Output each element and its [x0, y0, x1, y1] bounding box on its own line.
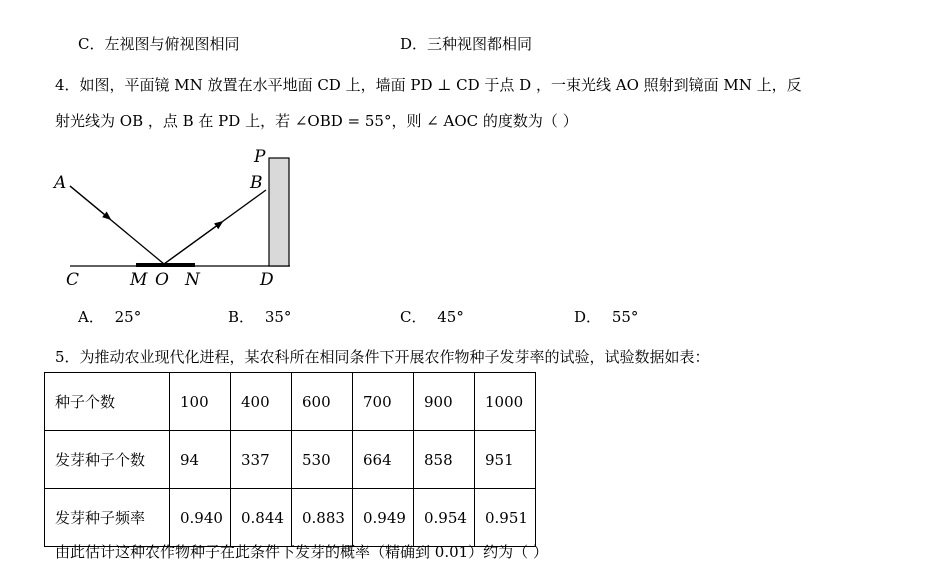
label-d: D — [260, 270, 274, 290]
label-o: O — [155, 270, 169, 290]
mirror-reflection-figure — [50, 146, 310, 296]
table-cell: 664 — [353, 431, 414, 489]
q4-option-c-letter: C． — [400, 308, 427, 326]
q4-stem-line1: 4．如图，平面镜 MN 放置在水平地面 CD 上，墙面 PD ⊥ CD 于点 D ，一束光线 AO 照射到镜面 MN 上，反 — [55, 76, 802, 94]
table-cell: 700 — [353, 373, 414, 431]
q4-option-a-value: 25° — [114, 308, 142, 326]
table-cell: 0.949 — [353, 489, 414, 547]
row-header: 发芽种子个数 — [45, 431, 170, 489]
table-row — [45, 489, 536, 547]
label-p: P — [254, 147, 266, 167]
q5-stem: 5．为推动农业现代化进程，某农科所在相同条件下开展农作物种子发芽率的试验，试验数据如表： — [55, 348, 710, 366]
table-cell: 94 — [170, 431, 231, 489]
table-cell: 530 — [292, 431, 353, 489]
table-cell: 1000 — [475, 373, 536, 431]
row-header: 种子个数 — [45, 373, 170, 431]
table-cell: 400 — [231, 373, 292, 431]
table-row — [45, 373, 536, 431]
label-m: M — [130, 270, 148, 290]
q4-option-d-value: 55° — [611, 308, 639, 326]
table-cell: 0.844 — [231, 489, 292, 547]
reflected-arrow — [164, 222, 222, 264]
option-d-prev: D．三种视图都相同 — [400, 35, 533, 53]
table-cell: 100 — [170, 373, 231, 431]
q4-option-a-letter: A． — [78, 308, 104, 326]
q4-option-d-letter: D． — [574, 308, 602, 326]
q4-stem-line2: 射光线为 OB ，点 B 在 PD 上，若 ∠OBD = 55°，则 ∠ AOC 的度数为（ ） — [55, 112, 578, 130]
table-cell: 0.954 — [414, 489, 475, 547]
table-cell: 951 — [475, 431, 536, 489]
table-cell: 0.883 — [292, 489, 353, 547]
q4-option-c[interactable] — [400, 306, 464, 327]
wall-pd — [269, 158, 289, 266]
table-cell: 337 — [231, 431, 292, 489]
row-header: 发芽种子频率 — [45, 489, 170, 547]
q4-option-b[interactable] — [228, 306, 291, 327]
incident-arrow — [70, 186, 110, 219]
q4-option-c-value: 45° — [437, 308, 464, 326]
label-a: A — [54, 173, 67, 193]
table-cell: 600 — [292, 373, 353, 431]
label-n: N — [185, 270, 200, 290]
table-row — [45, 431, 536, 489]
germination-table — [44, 372, 536, 547]
option-c-prev: C．左视图与俯视图相同 — [78, 35, 240, 53]
table-cell: 900 — [414, 373, 475, 431]
table-cell: 0.940 — [170, 489, 231, 547]
table-cell: 858 — [414, 431, 475, 489]
label-c: C — [66, 270, 80, 290]
q4-option-a[interactable] — [78, 306, 141, 327]
q4-option-b-letter: B． — [228, 308, 255, 326]
table-cell: 0.951 — [475, 489, 536, 547]
q4-option-d[interactable] — [574, 306, 638, 327]
q5-question: 由此估计这种农作物种子在此条件下发芽的概率（精确到 0.01）约为（ ） — [55, 543, 548, 561]
q4-option-b-value: 35° — [264, 308, 292, 326]
label-b: B — [250, 173, 263, 193]
